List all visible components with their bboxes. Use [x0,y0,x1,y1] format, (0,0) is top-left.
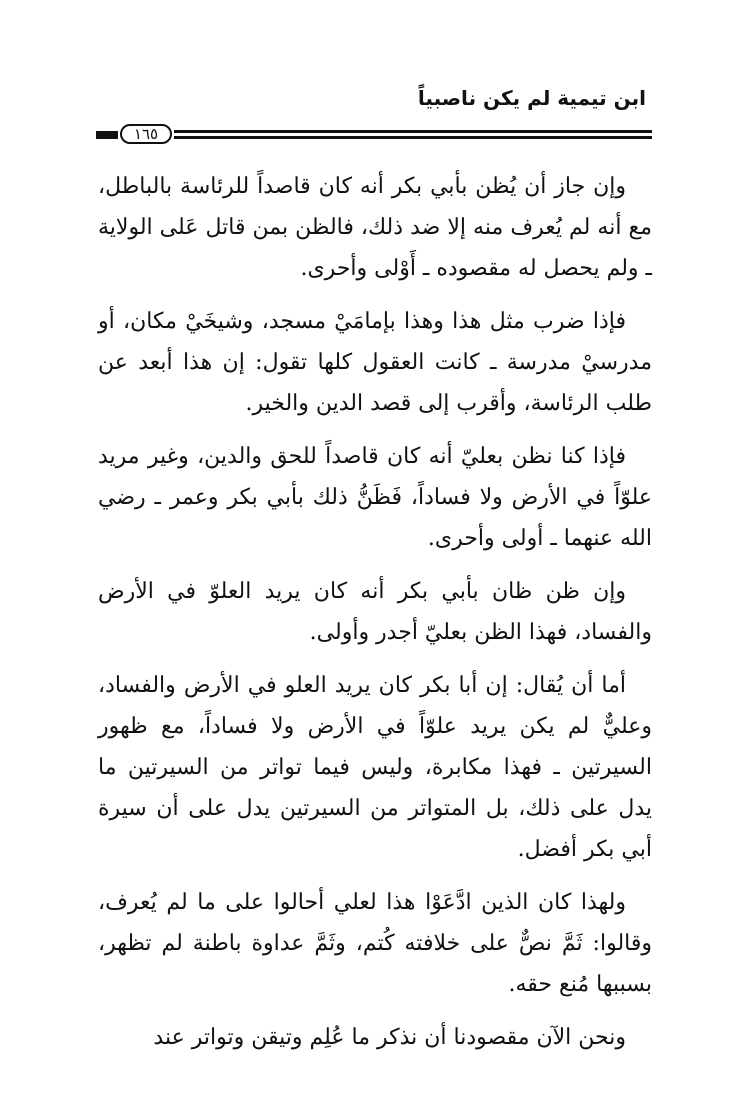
paragraph-5: أما أن يُقال: إن أبا بكر كان يريد العلو في الأرض والفساد، وعليٌّ لم يكن يريد علوّاً في الأرض ولا فساداً، مع ظهور السيرتين ـ فهذا مكابرة، وليس فيما تواتر من السيرتين ما يدل على ذلك، بل المتواتر من السيرتين يدل على أن سيرة أبي بكر أفضل. [98,673,652,862]
rule-bar-left [96,131,118,139]
header-rule [96,124,652,146]
page-number: ١٦٥ [120,124,172,144]
paragraph-4: وإن ظن ظان بأبي بكر أنه كان يريد العلوّ في الأرض والفساد، فهذا الظن بعليّ أجدر وأولى. [98,579,652,645]
paragraph-1: وإن جاز أن يُظن بأبي بكر أنه كان قاصداً للرئاسة بالباطل، مع أنه لم يُعرف منه إلا ضد ذلك، فالظن بمن قاتل عَلى الولاية ـ ولم يحصل له مقصوده ـ أَوْلى وأحرى. [98,174,652,281]
running-title: ابن تيمية لم يكن ناصبياً [417,86,646,110]
paragraph-6: ولهذا كان الذين ادَّعَوْا هذا لعلي أحالوا على ما لم يُعرف، وقالوا: ثَمَّ نصٌّ على خلافته كُتم، وثَمَّ عداوة باطنة لم تظهر، بسببها مُنع حقه. [98,890,652,997]
rule-line-upper [174,130,652,133]
paragraph-2: فإذا ضرب مثل هذا وهذا بإمامَيْ مسجد، وشيخَيْ مكان، أو مدرسيْ مدرسة ـ كانت العقول كلها تقول: إن هذا أبعد عن طلب الرئاسة، وأقرب إلى قصد الدين والخير. [98,309,652,416]
paragraph-3: فإذا كنا نظن بعليّ أنه كان قاصداً للحق والدين، وغير مريد علوّاً في الأرض ولا فساداً، فَظَنُّ ذلك بأبي بكر وعمر ـ رضي الله عنهما ـ أولى وأحرى. [98,444,652,551]
paragraph-7: ونحن الآن مقصودنا أن نذكر ما عُلِم وتيقن وتواتر عند [153,1025,626,1050]
body-text [98,166,652,1070]
rule-line-lower [174,136,652,139]
